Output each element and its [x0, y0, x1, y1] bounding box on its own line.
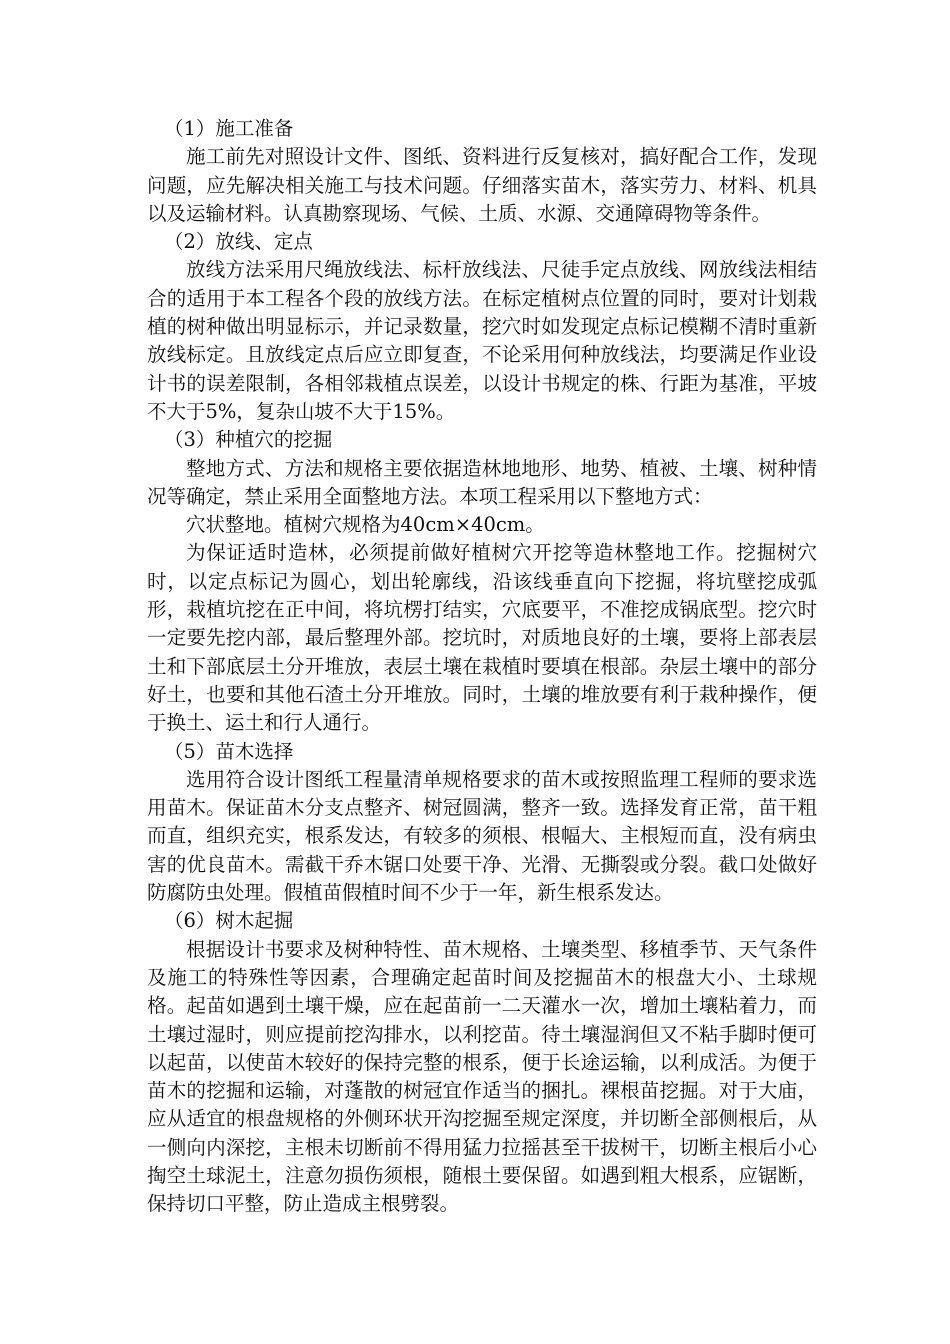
document-page	[147, 115, 817, 1219]
body-paragraph: 整地方式、方法和规格主要依据造林地地形、地势、植被、土壤、树种情况等确定，禁止采用全面整地方法。本项工程采用以下整地方式：	[147, 456, 817, 508]
section-heading: （2）放线、定点	[164, 230, 313, 254]
body-paragraph: 放线方法采用尺绳放线法、标杆放线法、尺徒手定点放线、网放线法相结合的适用于本工程各个段的放线方法。在标定植树点位置的同时，要对计划栽植的树种做出明显标示，并记录数量，挖穴时如发现定点标记模糊不清时重新放线标定。且放线定点后应立即复查，不论采用何种放线法，均要满足作业设计书的误差限制，各相邻栽植点误差，以设计书规定的株、行距为基准，平坡不大于5%，复杂山坡不大于15%。	[147, 258, 817, 423]
section-heading: （1）施工准备	[164, 117, 294, 140]
body-paragraph: 根据设计书要求及树种特性、苗木规格、土壤类型、移植季节、天气条件及施工的特殊性等因素，合理确定起苗时间及挖掘苗木的根盘大小、土球规格。起苗如遇到土壤干燥，应在起苗前一二天灌水一次，增加土壤粘着力，而土壤过湿时，则应提前挖沟排水，以利挖苗。待土壤湿润但又不粘手脚时便可以起苗，以使苗木较好的保持完整的根系，便于长途运输，以利成活。为便于苗木的挖掘和运输，对蓬散的树冠宜作适当的捆扎。裸根苗挖掘。对于大庙，应从适宜的根盘规格的外侧环状开沟挖掘至规定深度，并切断全部侧根后，从一侧向内深挖，主根未切断前不得用猛力拉摇甚至干拔树干，切断主根后小心掏空土球泥土，注意勿损伤须根，随根土要保留。如遇到粗大根系，应锯断，保持切口平整，防止造成主根劈裂。	[147, 937, 817, 1216]
section-heading: （6）树木起掘	[164, 909, 294, 933]
section-heading: （3）种植穴的挖掘	[164, 428, 333, 452]
body-paragraph: 选用符合设计图纸工程量清单规格要求的苗木或按照监理工程师的要求选用苗木。保证苗木分支点整齐、树冠圆满，整齐一致。选择发育正常，苗干粗而直，组织充实，根系发达，有较多的须根、根幅大、主根短而直，没有病虫害的优良苗木。需截干乔木锯口处要干净、光滑、无撕裂或分裂。截口处做好防腐防虫处理。假植苗假植时间不少于一年，新生根系发达。	[147, 767, 817, 905]
body-paragraph: 为保证适时造林，必须提前做好植树穴开挖等造林整地工作。挖掘树穴时，以定点标记为圆心，划出轮廓线，沿该线垂直向下挖掘，将坑壁挖成弧形，栽植坑挖在正中间，将坑楞打结实，穴底要平，不准挖成锅底型。挖穴时一定要先挖内部，最后整理外部。挖坑时，对质地良好的土壤，要将上部表层土和下部底层土分开堆放，表层土壤在栽植时要填在根部。杂层土壤中的部分好土，也要和其他石渣土分开堆放。同时，土壤的堆放要有利于栽种操作，便于换土、运土和行人通行。	[147, 541, 817, 735]
body-paragraph: 穴状整地。植树穴规格为40cm×40cm。	[186, 513, 545, 537]
section-heading: （5）苗木选择	[164, 739, 294, 763]
body-paragraph: 施工前先对照设计文件、图纸、资料进行反复核对，搞好配合工作，发现问题，应先解决相关施工与技术问题。仔细落实苗木，落实劳力、材料、机具以及运输材料。认真勘察现场、气候、土质、水源、交通障碍物等条件。	[147, 145, 817, 225]
